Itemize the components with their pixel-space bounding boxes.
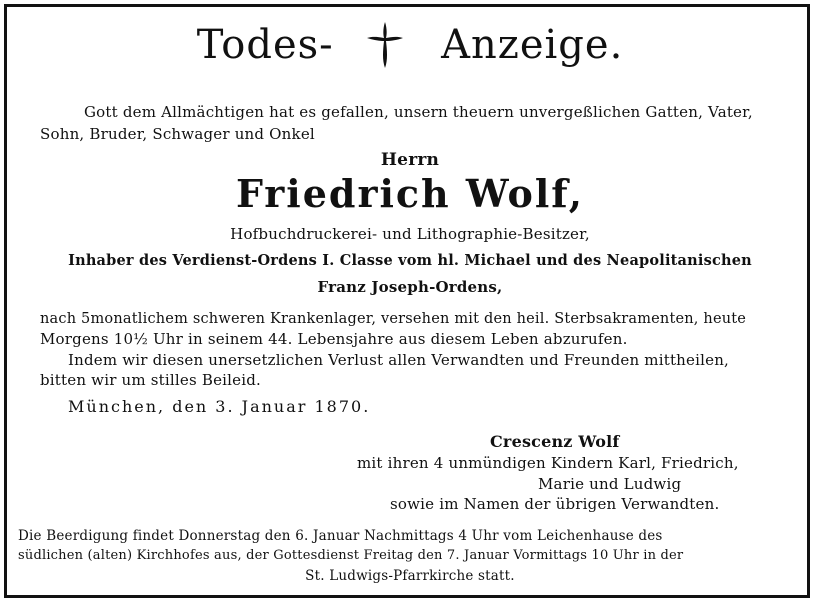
heading-right: Anzeige. bbox=[441, 22, 624, 68]
intro-line-1: Gott dem Allmächtigen hat es gefallen, unsern theuern unvergeßlichen Gatten, Vater, bbox=[84, 103, 753, 121]
cross-icon bbox=[365, 20, 405, 70]
heading-left: Todes- bbox=[196, 22, 334, 68]
honors-line-2: Franz Joseph-Ordens, bbox=[317, 278, 503, 296]
intro-line-2: Sohn, Bruder, Schwager und Onkel bbox=[40, 125, 315, 143]
funeral-line-3: St. Ludwigs-Pfarrkirche statt. bbox=[305, 568, 515, 584]
request-line-2: bitten wir um stilles Beileid. bbox=[40, 371, 261, 389]
request-line-1: Indem wir diesen unersetzlichen Verlust allen Verwandten und Freunden mittheilen, bbox=[68, 351, 730, 369]
place-date: München, den 3. Januar 1870. bbox=[68, 397, 371, 416]
relatives-line: sowie im Namen der übrigen Verwandten. bbox=[390, 495, 720, 513]
children-line-2: Marie und Ludwig bbox=[538, 475, 682, 493]
occupation: Hofbuchdruckerei- und Lithographie-Besitzer, bbox=[230, 225, 590, 243]
death-line-2: Morgens 10½ Uhr in seinem 44. Lebensjahre aus diesem Leben abzurufen. bbox=[40, 330, 628, 348]
funeral-line-1: Die Beerdigung findet Donnerstag den 6. Januar Nachmittags 4 Uhr vom Leichenhause des bbox=[18, 528, 663, 544]
widow-name: Crescenz Wolf bbox=[490, 432, 620, 451]
honors-line-1: Inhaber des Verdienst-Ordens I. Classe vom hl. Michael und des Neapolitanischen bbox=[68, 252, 752, 269]
notice-heading bbox=[0, 12, 820, 72]
children-line-1: mit ihren 4 unmündigen Kindern Karl, Friedrich, bbox=[357, 454, 739, 472]
salutation: Herrn bbox=[380, 150, 440, 170]
funeral-line-2: südlichen (alten) Kirchhofes aus, der Gottesdienst Freitag den 7. Januar Vormittags 10 Uhr in der bbox=[18, 548, 684, 563]
death-line-1: nach 5monatlichem schweren Krankenlager, versehen mit den heil. Sterbsakramenten, heute bbox=[40, 311, 747, 327]
deceased-name: Friedrich Wolf, bbox=[235, 171, 585, 216]
